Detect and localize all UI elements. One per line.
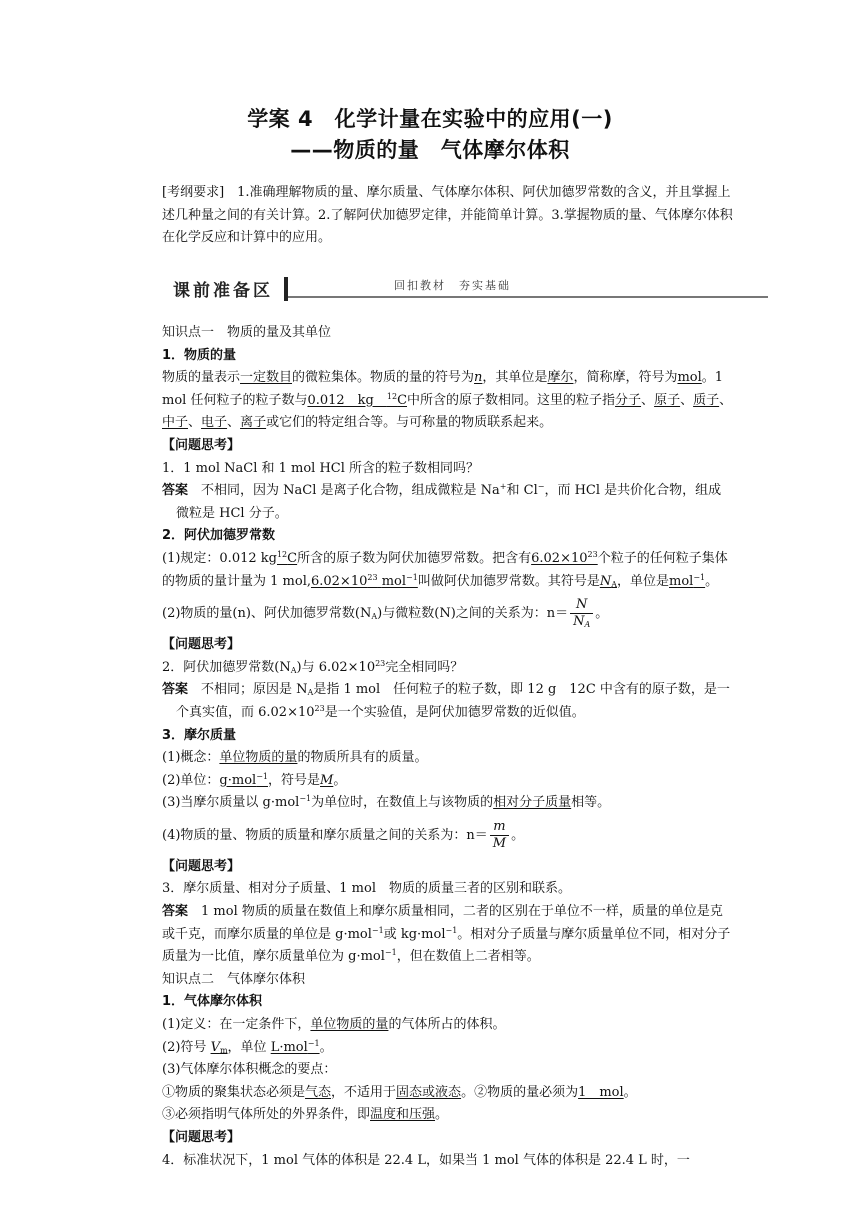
section-heading: 3．摩尔质量 [162,727,237,743]
question: 2．阿伏加德罗常数$(N_A)$与 $6.02\times 10^{23}$完全相同吗？ [162,658,464,675]
paragraph: (1)概念：单位物质的量的物质所具有的质量。 [162,750,428,766]
banner-divider [288,296,768,298]
section-heading: 2．阿伏加德罗常数 [162,528,276,544]
paragraph: (1)定义：在一定条件下，单位物质的量的气体所占的体积。 [162,1017,506,1033]
paragraph: (1)规定：0.012 $kg^{12}C$所含的原子数为阿伏加德罗常数。把含有$6.02\times 10^{23}$个粒子的任何粒子集体的物质的量计量为 1 $mol,6.02\times 10^{23}$ mol$^{-1}$叫做阿伏加德罗常数。其符号是$N_A$，单位是mol$^{-1}$。 [162,549,728,589]
page-subtitle: ——物质的量 气体摩尔体积 [290,138,570,162]
question-label: 【问题思考】 [162,1130,241,1145]
fraction: $\frac{m}{M}$ [490,819,509,852]
question: 3．摩尔质量、相对分子质量、1 mol 物质的质量三者的区别和联系。 [162,881,571,897]
knowledge-point-heading: 知识点二 气体摩尔体积 [162,971,306,987]
question-label: 【问题思考】 [162,637,241,653]
knowledge-point-heading: 知识点一 物质的量及其单位 [162,325,332,340]
paragraph: (2)符号 $V_m$，单位 L·mol$^{-1}$。 [162,1038,333,1055]
answer: 答案 1 mol 物质的质量在数值上和摩尔质量相同，二者的区别在于单位不一样，质量的单位是克或千克，而摩尔质量的单位是 g·mol$^{-1}$或 kg·mol$^{-1}$。相对分子质量与摩尔质量单位不同，相对分子质量为一比值，摩尔质量单位为 g·mol$^{-1}$，但在数值上二者相等。 [162,904,731,965]
paragraph: ③必须指明气体所处的外界条件，即温度和压强。 [162,1107,449,1123]
question-label: 【问题思考】 [162,858,241,874]
paragraph: (3)当摩尔质量以 g·mol$^{-1}$为单位时，在数值上与该物质的相对分子质量相等。 [162,794,611,811]
exam-requirements: [考纲要求] 1.准确理解物质的量、摩尔质量、气体摩尔体积、阿伏加德罗常数的含义，并且掌握上述几种量之间的有关计算。2.了解阿伏加德罗定律，并能简单计算。3.掌握物质的量、气体摩尔体积在化学反应和计算中的应用。 [162,185,733,246]
question: 1．1 mol NaCl 和 1 mol HCl 所含的粒子数相同吗？ [162,460,480,476]
page-title: 学案 4 化学计量在实验中的应用(一) [247,107,613,131]
paragraph: 物质的量表示一定数目的微粒集体。物质的量的符号为n，其单位是摩尔，简称摩，符号为mol。1 mol 任何粒子的粒子数与0.012 kg $^{12}$C中所含的原子数相同。这里的粒子指分子、原子、质子、中子、电子、离子或它们的特定组合等。与可称量的物质联系起来。 [162,370,733,431]
banner-subtitle: 回扣教材 夯实基础 [394,279,511,292]
paragraph: (3)气体摩尔体积概念的要点： [162,1062,337,1078]
answer: 答案 不相同，因为 NaCl 是离子化合物，组成微粒是 Na+和 Cl−，而 HCl 是共价化合物，组成微粒是 HCl 分子。 [162,482,722,521]
formula-line: (4)物质的量、物质的质量和摩尔质量之间的关系为：n＝ $\frac{m}{M}$ 。 [162,818,525,851]
question: 4．标准状况下，1 mol 气体的体积是 22.4 L，如果当 1 mol 气体的体积是 22.4 L 时，一 [162,1152,690,1168]
section-banner [162,275,768,303]
section-heading: 1．物质的量 [162,347,237,363]
paragraph: (2)单位：g·mol$^{-1}$，符号是M。 [162,771,347,788]
question-label: 【问题思考】 [162,437,241,453]
banner-label: 课前准备区 [173,280,273,301]
formula-line: (2)物质的量(n)、阿伏加德罗常数$(N_A)$与微粒数(N)之间的关系为：n＝ $\frac{N}{N_A}$ 。 [162,597,609,630]
fraction: $\frac{N}{N_A}$ [570,597,593,630]
paragraph: ①物质的聚集状态必须是气态，不适用于固态或液态。②物质的量必须为1 mol。 [162,1084,637,1100]
section-heading: 1．气体摩尔体积 [162,994,263,1010]
main-content [162,322,734,1172]
answer: 答案 不相同；原因是 $N_A$是指 1 mol 任何粒子的粒子数，即 12 g 12C 中含有的原子数，是一个真实值，而 $6.02\times 10^{23}$是一个实验值，是阿伏加德罗常数的近似值。 [162,682,730,720]
